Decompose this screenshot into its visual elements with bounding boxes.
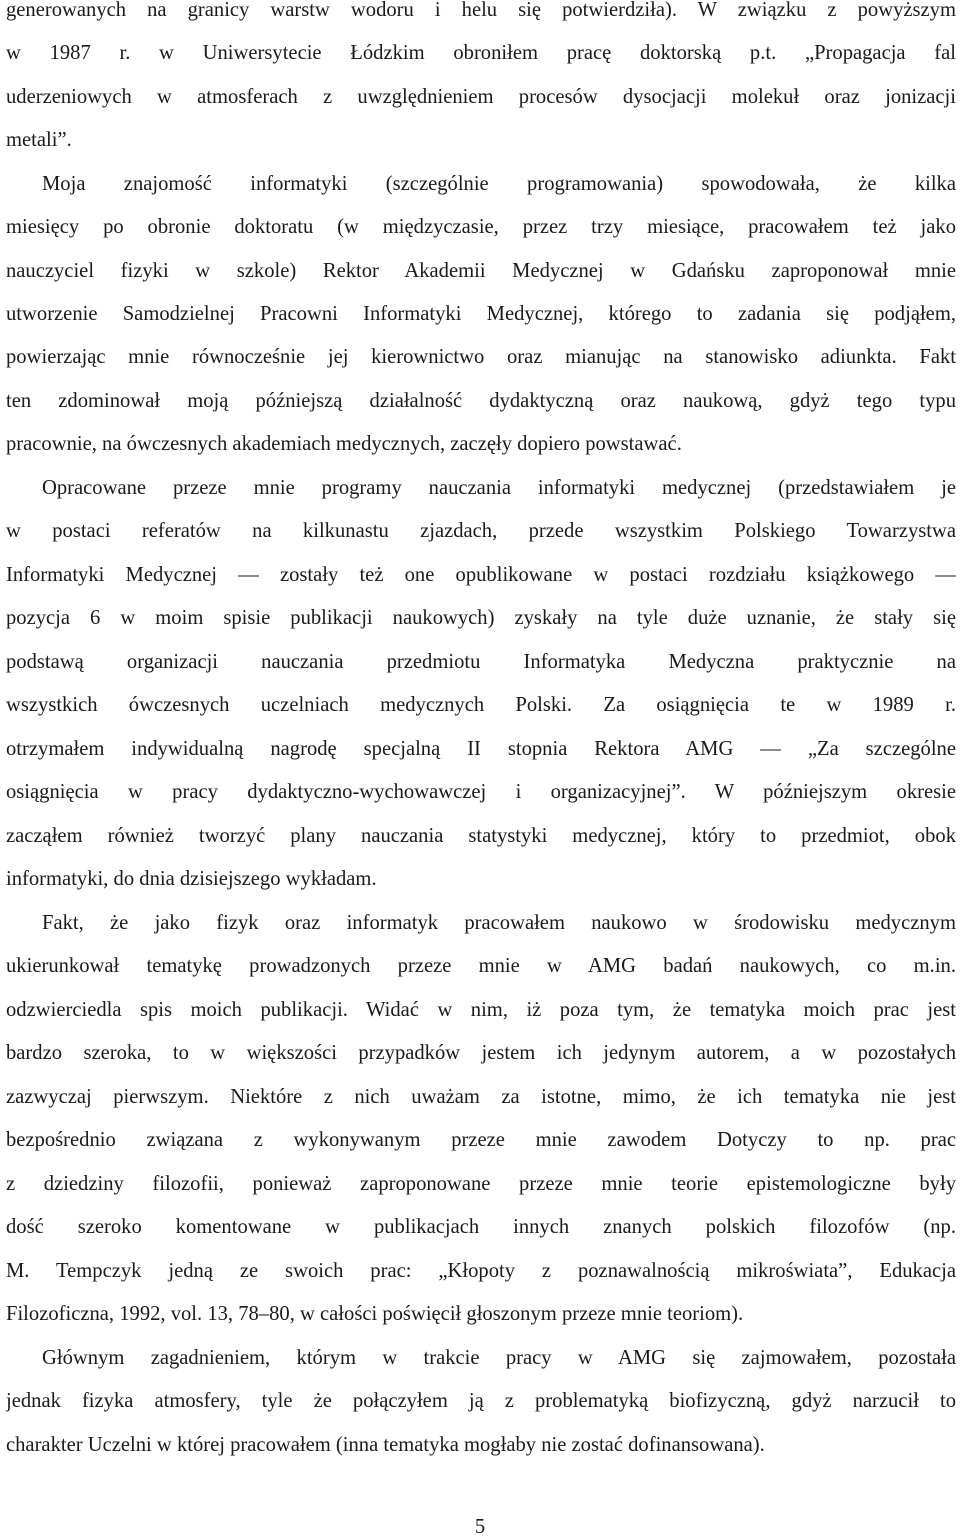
text-line: Opracowane przeze mnie programy nauczania informatyki medycznej (przedstawiałem je (42, 477, 956, 499)
text-line: informatyki, do dnia dzisiejszego wykładam. (6, 868, 377, 890)
text-line: bardzo szeroka, to w większości przypadków jestem ich jedynym autorem, a w pozostałych (6, 1042, 956, 1064)
text-line: z dziedziny filozofii, ponieważ zaproponowane przeze mnie teorie epistemologiczne były (6, 1173, 956, 1195)
text-line: nauczyciel fizyki w szkole) Rektor Akademii Medycznej w Gdańsku zaproponował mnie (6, 260, 956, 282)
text-line: Moja znajomość informatyki (szczególnie programowania) spowodowała, że kilka (42, 173, 956, 195)
text-line: pracownie, na ówczesnych akademiach medycznych, zaczęły dopiero powstawać. (6, 433, 682, 455)
text-line: pozycja 6 w moim spisie publikacji naukowych) zyskały na tyle duże uznanie, że stały się (6, 607, 956, 629)
text-line: metali”. (6, 129, 72, 151)
text-line: Filozoficzna, 1992, vol. 13, 78–80, w całości poświęcił głoszonym przeze mnie teoriom). (6, 1303, 744, 1325)
text-line: Fakt, że jako fizyk oraz informatyk pracowałem naukowo w środowisku medycznym (42, 912, 956, 934)
text-line: w postaci referatów na kilkunastu zjazdach, przede wszystkim Polskiego Towarzystwa (6, 520, 956, 542)
text-line: ten zdominował moją późniejszą działalność dydaktyczną oraz naukową, gdyż tego typu (6, 390, 956, 412)
text-line: uderzeniowych w atmosferach z uwzględnieniem procesów dysocjacji molekuł oraz jonizacji (6, 86, 956, 108)
text-line: Głównym zagadnieniem, którym w trakcie pracy w AMG się zajmowałem, pozostała (42, 1347, 956, 1369)
text-line: zacząłem również tworzyć plany nauczania statystyki medycznej, który to przedmiot, obok (6, 825, 956, 847)
page-number: 5 (474, 1516, 486, 1538)
text-line: w 1987 r. w Uniwersytecie Łódzkim obroniłem pracę doktorską p.t. „Propagacja fal (6, 42, 956, 64)
text-line: charakter Uczelni w której pracowałem (inna tematyka mogłaby nie zostać dofinansowana). (6, 1434, 765, 1456)
text-line: dość szeroko komentowane w publikacjach innych znanych polskich filozofów (np. (6, 1216, 956, 1238)
text-line: jednak fizyka atmosfery, tyle że połączyłem ją z problematyką biofizyczną, gdyż narzucił to (6, 1390, 956, 1412)
text-line: wszystkich ówczesnych uczelniach medycznych Polski. Za osiągnięcia te w 1989 r. (6, 694, 956, 716)
text-line: odzwierciedla spis moich publikacji. Widać w nim, iż poza tym, że tematyka moich prac jest (6, 999, 956, 1021)
text-line: miesięcy po obronie doktoratu (w międzyczasie, przez trzy miesiące, pracowałem też jako (6, 216, 956, 238)
text-line: Informatyki Medycznej — zostały też one opublikowane w postaci rozdziału książkowego — (6, 564, 956, 586)
text-line: zazwyczaj pierwszym. Niektóre z nich uważam za istotne, mimo, że ich tematyka nie jest (6, 1086, 956, 1108)
text-line: M. Tempczyk jedną ze swoich prac: „Kłopoty z poznawalnością mikroświata”, Edukacja (6, 1260, 956, 1282)
text-line: ukierunkował tematykę prowadzonych przeze mnie w AMG badań naukowych, co m.in. (6, 955, 956, 977)
text-line: generowanych na granicy warstw wodoru i helu się potwierdziła). W związku z powyższym (6, 0, 956, 21)
text-line: podstawą organizacji nauczania przedmiotu Informatyka Medyczna praktycznie na (6, 651, 956, 673)
text-line: powierzając mnie równocześnie jej kierownictwo oraz mianując na stanowisko adiunkta. Fakt (6, 346, 956, 368)
text-line: otrzymałem indywidualną nagrodę specjalną II stopnia Rektora AMG — „Za szczególne (6, 738, 956, 760)
text-line: utworzenie Samodzielnej Pracowni Informatyki Medycznej, którego to zadania się podjąłem, (6, 303, 956, 325)
text-line: osiągnięcia w pracy dydaktyczno-wychowawczej i organizacyjnej”. W późniejszym okresie (6, 781, 956, 803)
text-line: bezpośrednio związana z wykonywanym przeze mnie zawodem Dotyczy to np. prac (6, 1129, 956, 1151)
